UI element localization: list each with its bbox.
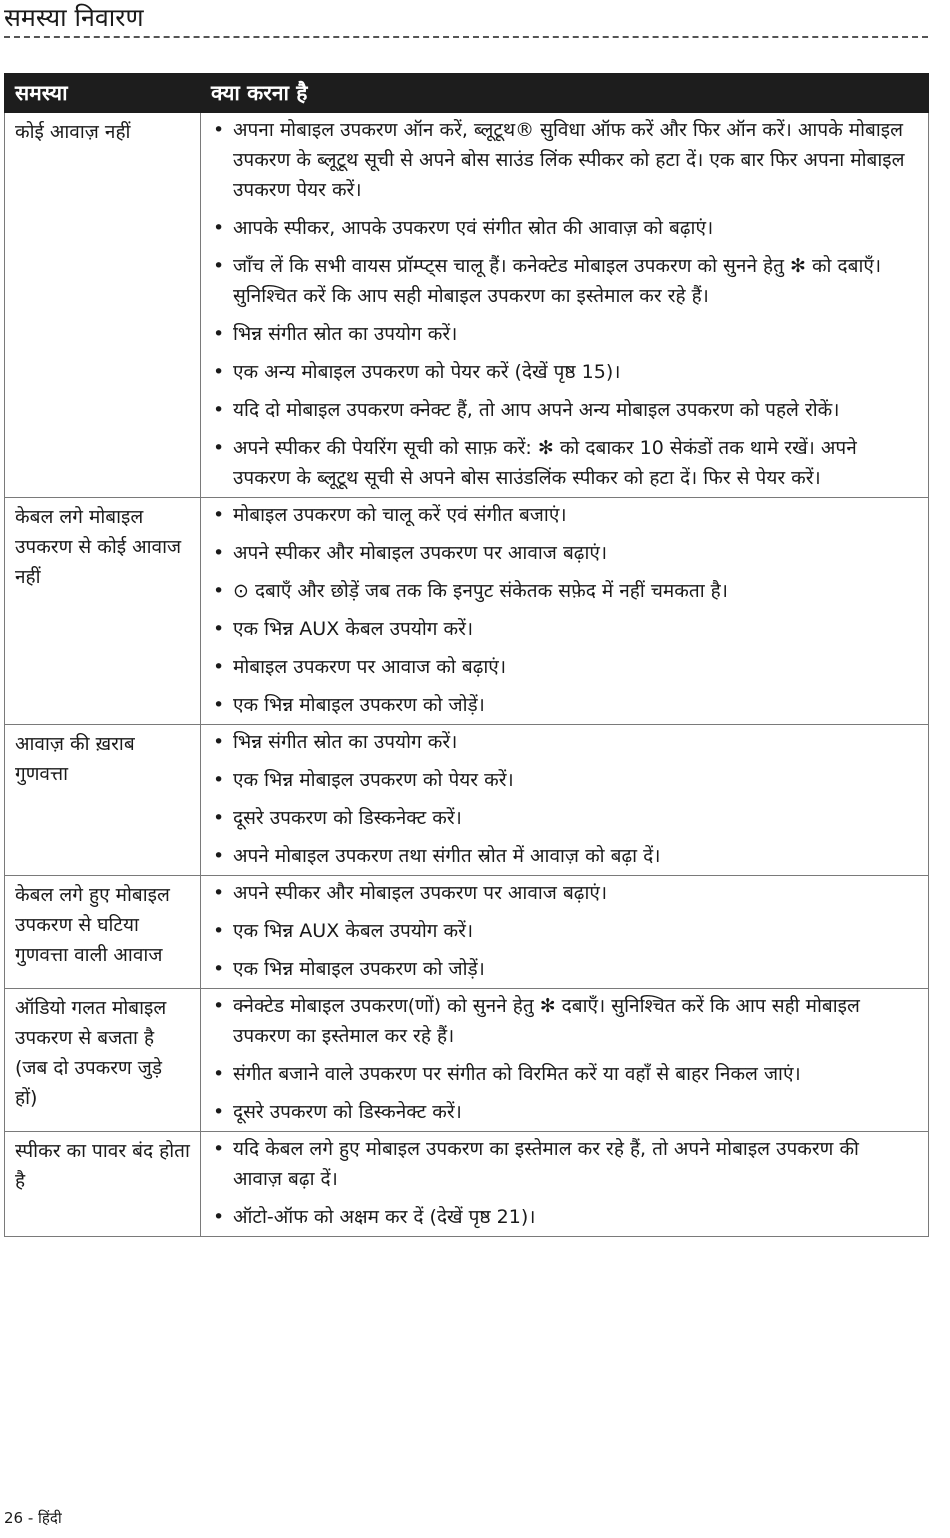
solutions-cell — [201, 113, 929, 498]
column-header-problem: समस्या — [5, 74, 201, 113]
solution-item: • अपने स्पीकर और मोबाइल उपकरण पर आवाज बढ़ाएं। — [209, 538, 906, 568]
problem-cell: केबल लगे हुए मोबाइल उपकरण से घटिया गुणवत्ता वाली आवाज — [5, 876, 201, 989]
solution-item: • एक अन्य मोबाइल उपकरण को पेयर करें (देखें पृष्ठ 15)। — [209, 357, 906, 387]
page-footer: 26 - हिंदी — [4, 1509, 62, 1527]
solutions-cell — [201, 725, 929, 876]
solutions-cell — [201, 876, 929, 989]
solution-item: • एक भिन्न AUX केबल उपयोग करें। — [209, 916, 906, 946]
solution-item: • एक भिन्न AUX केबल उपयोग करें। — [209, 614, 906, 644]
problem-cell: ऑडियो गलत मोबाइल उपकरण से बजता है (जब दो उपकरण जुड़े हों) — [5, 989, 201, 1132]
solution-item: • यदि दो मोबाइल उपकरण क्नेक्ट हैं, तो आप अपने अन्य मोबाइल उपकरण को पहले रोकें। — [209, 395, 906, 425]
solution-list — [209, 878, 906, 984]
solution-item: • दूसरे उपकरण को डिस्कनेक्ट करें। — [209, 803, 906, 833]
problem-cell: कोई आवाज़ नहीं — [5, 113, 201, 498]
solution-list — [209, 1134, 906, 1232]
table-row — [5, 876, 929, 989]
title-divider — [4, 36, 928, 38]
table-row — [5, 113, 929, 498]
solution-item: • भिन्न संगीत स्रोत का उपयोग करें। — [209, 319, 906, 349]
solution-list — [209, 727, 906, 871]
table-header-row — [5, 74, 929, 113]
solution-list — [209, 115, 906, 493]
table-row — [5, 1132, 929, 1237]
solution-item: • एक भिन्न मोबाइल उपकरण को जोड़ें। — [209, 954, 906, 984]
problem-cell: आवाज़ की ख़राब गुणवत्ता — [5, 725, 201, 876]
solutions-cell — [201, 1132, 929, 1237]
table-row — [5, 725, 929, 876]
solution-item: • अपने स्पीकर और मोबाइल उपकरण पर आवाज बढ़ाएं। — [209, 878, 906, 908]
solution-item: • ⊙ दबाएँ और छोड़ें जब तक कि इनपुट संकेतक सफ़ेद में नहीं चमकता है। — [209, 576, 906, 606]
problem-cell: स्पीकर का पावर बंद होता है — [5, 1132, 201, 1237]
solution-item: • अपने मोबाइल उपकरण तथा संगीत स्रोत में आवाज़ को बढ़ा दें। — [209, 841, 906, 871]
solution-list — [209, 991, 906, 1127]
solution-list — [209, 500, 906, 720]
solution-item: • आपके स्पीकर, आपके उपकरण एवं संगीत स्रोत की आवाज़ को बढ़ाएं। — [209, 213, 906, 243]
solution-item: • भिन्न संगीत स्रोत का उपयोग करें। — [209, 727, 906, 757]
solution-item: • मोबाइल उपकरण पर आवाज को बढ़ाएं। — [209, 652, 906, 682]
solution-item: • एक भिन्न मोबाइल उपकरण को जोड़ें। — [209, 690, 906, 720]
table-row — [5, 498, 929, 725]
table-row — [5, 989, 929, 1132]
page-title: समस्या निवारण — [4, 3, 144, 32]
solution-item: • दूसरे उपकरण को डिस्कनेक्ट करें। — [209, 1097, 906, 1127]
solution-item: • जाँच लें कि सभी वायस प्रॉम्प्ट्स चालू हैं। कनेक्टेड मोबाइल उपकरण को सुनने हेतु ✻ को दबाएँ। सुनिश्चित करें कि आप सही मोबाइल उपकरण का इस्तेमाल कर रहे हैं। — [209, 251, 906, 311]
problem-cell: केबल लगे मोबाइल उपकरण से कोई आवाज नहीं — [5, 498, 201, 725]
solution-item: • मोबाइल उपकरण को चालू करें एवं संगीत बजाएं। — [209, 500, 906, 530]
column-header-action: क्या करना है — [201, 74, 929, 113]
solution-item: • क्नेक्टेड मोबाइल उपकरण(णों) को सुनने हेतु ✻ दबाएँ। सुनिश्चित करें कि आप सही मोबाइल उपकरण का इस्तेमाल कर रहे हैं। — [209, 991, 906, 1051]
solution-item: • अपना मोबाइल उपकरण ऑन करें, ब्लूटूथ® सुविधा ऑफ करें और फिर ऑन करें। आपके मोबाइल उपकरण के ब्लूटूथ सूची से अपने बोस साउंड लिंक स्पीकर को हटा दें। एक बार फिर अपना मोबाइल उपकरण पेयर करें। — [209, 115, 906, 205]
solution-item: • संगीत बजाने वाले उपकरण पर संगीत को विरमित करें या वहाँ से बाहर निकल जाएं। — [209, 1059, 906, 1089]
solution-item: • यदि केबल लगे हुए मोबाइल उपकरण का इस्तेमाल कर रहे हैं, तो अपने मोबाइल उपकरण की आवाज़ बढ़ा दें। — [209, 1134, 906, 1194]
solution-item: • एक भिन्न मोबाइल उपकरण को पेयर करें। — [209, 765, 906, 795]
troubleshooting-table — [4, 73, 929, 1237]
solution-item: • अपने स्पीकर की पेयरिंग सूची को साफ़ करें: ✻ को दबाकर 10 सेकंडों तक थामे रखें। अपने उपकरण के ब्लूटूथ सूची से अपने बोस साउंडलिंक स्पीकर को हटा दें। फिर से पेयर करें। — [209, 433, 906, 493]
solutions-cell — [201, 989, 929, 1132]
solution-item: • ऑटो-ऑफ को अक्षम कर दें (देखें पृष्ठ 21)। — [209, 1202, 906, 1232]
solutions-cell — [201, 498, 929, 725]
